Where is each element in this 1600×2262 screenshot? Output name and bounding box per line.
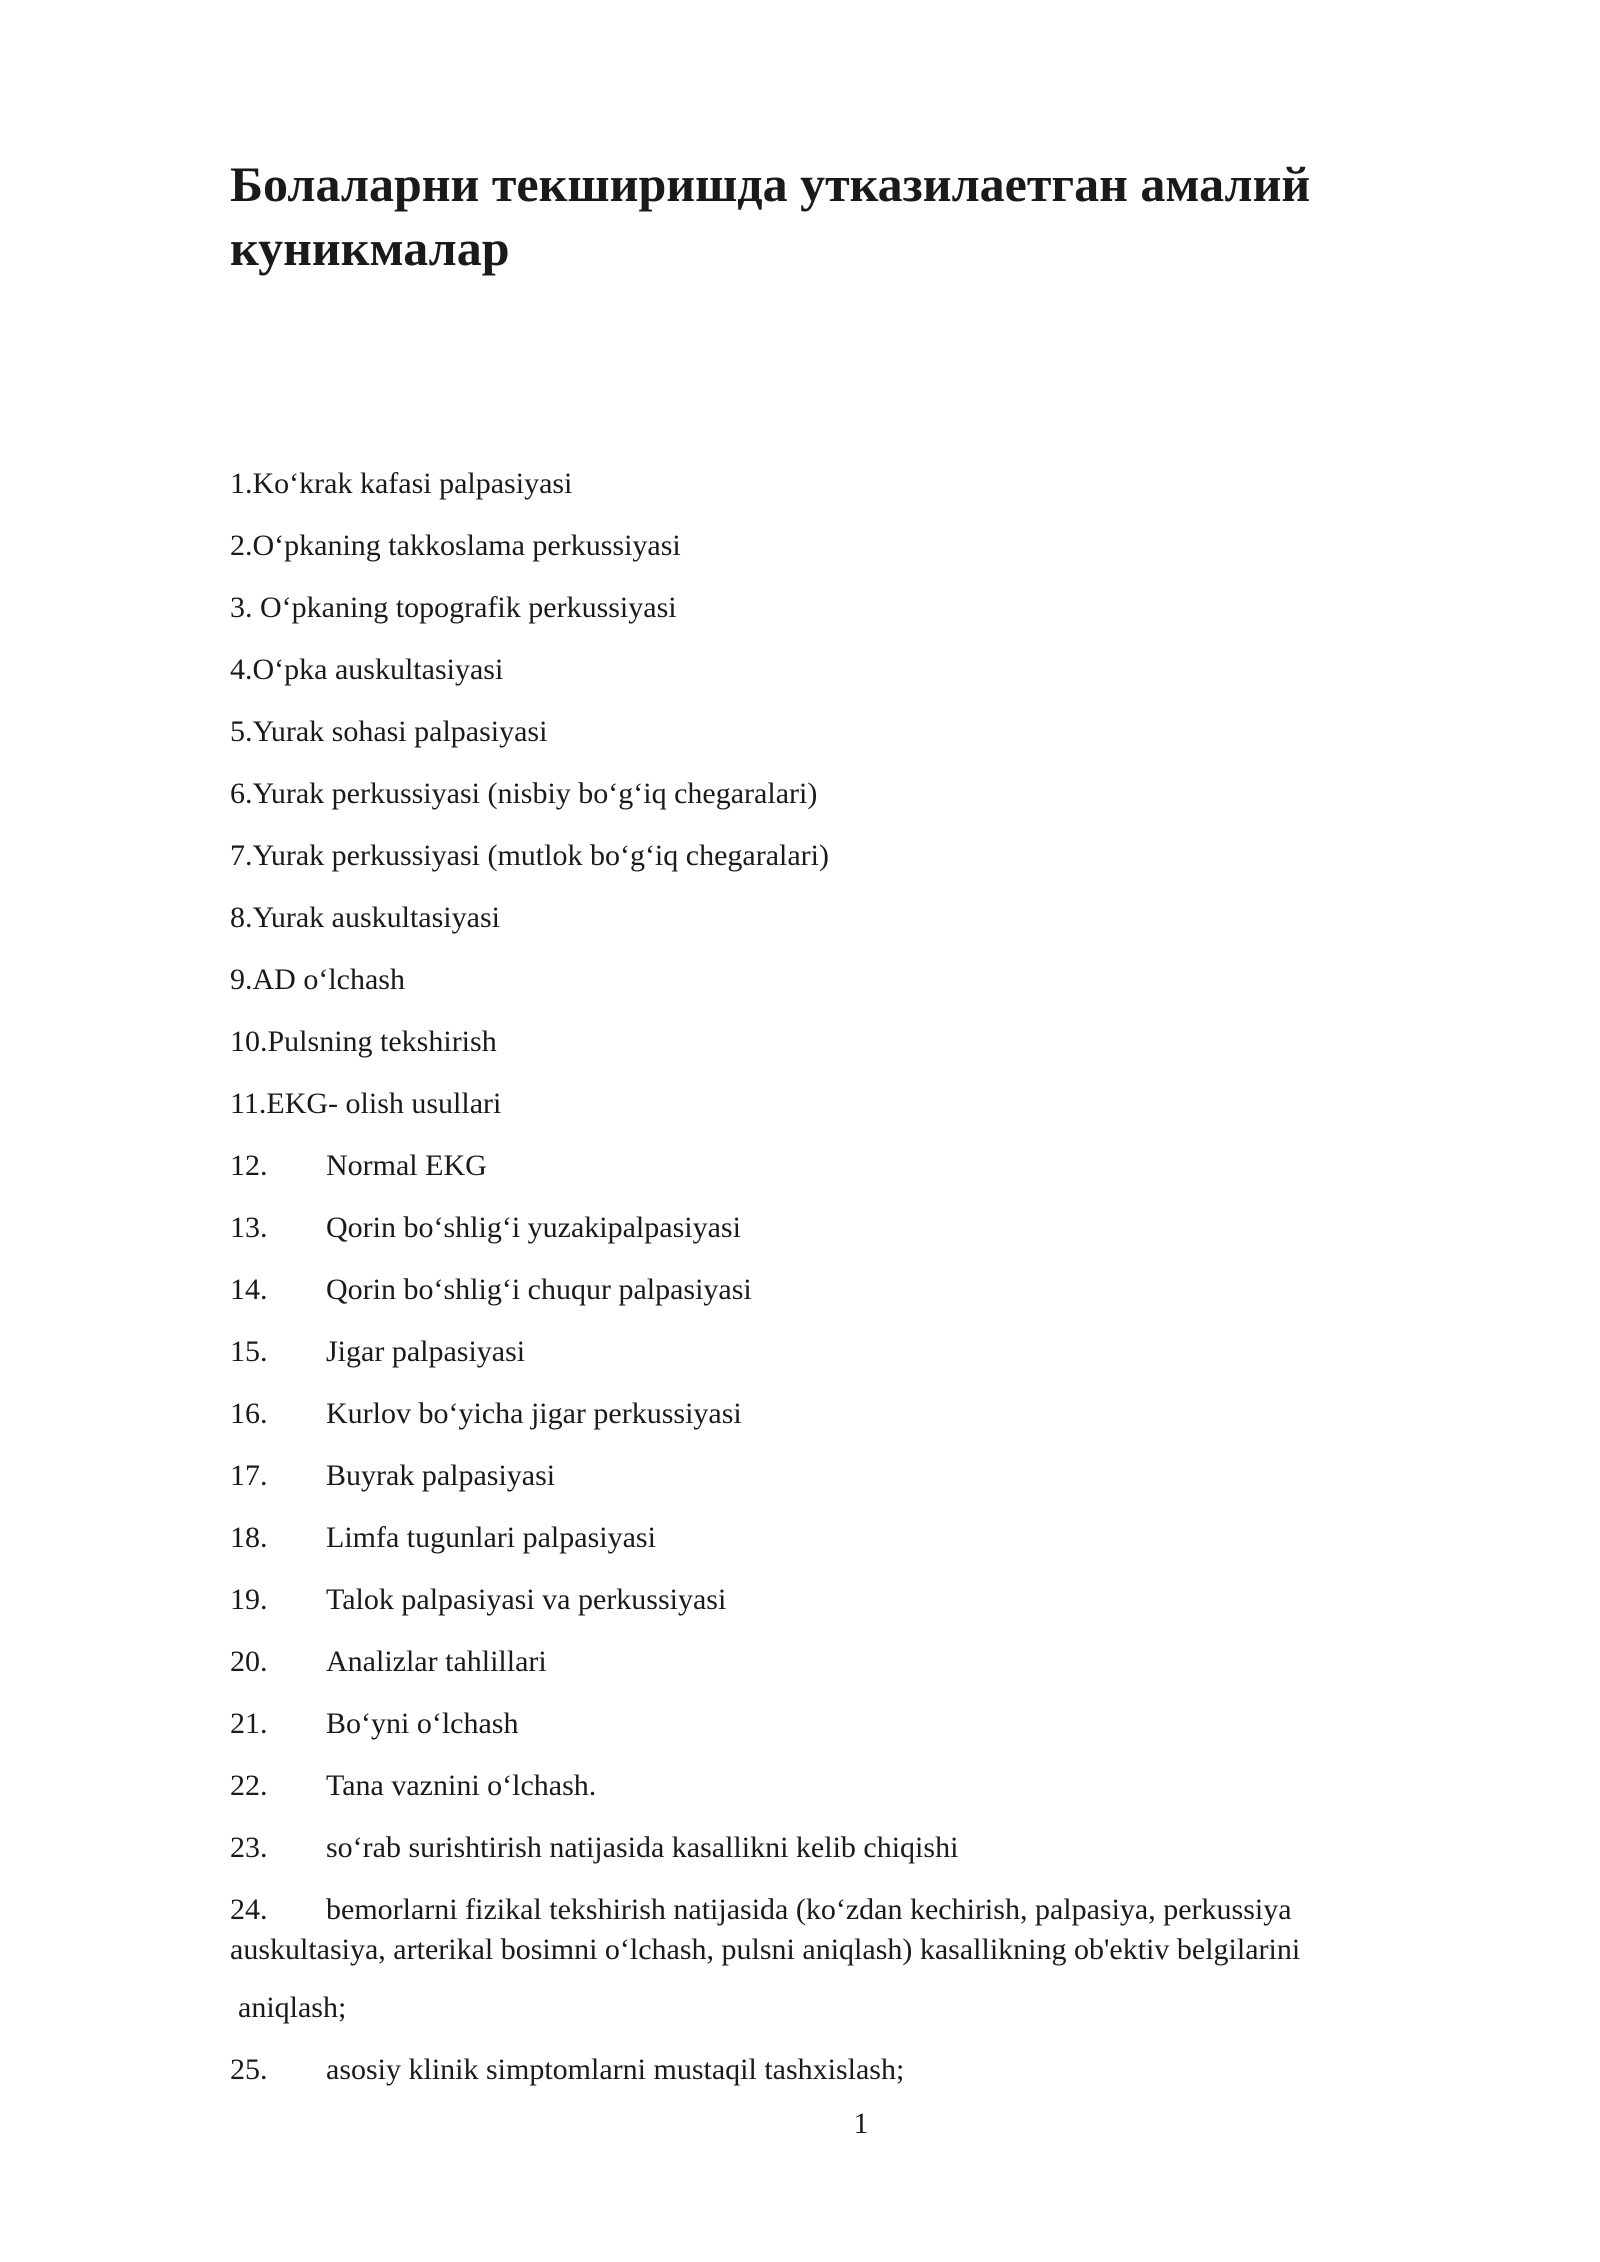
list-item [230, 650, 1410, 712]
list-item [230, 1642, 1410, 1704]
item-text: Yurak perkussiyasi (mutlok bo‘g‘iq chegaralari) [252, 839, 829, 872]
item-text: Yurak sohasi palpasiyasi [252, 715, 548, 748]
page-number: 1 [853, 2107, 869, 2140]
item-number: 4. [230, 653, 253, 686]
item-text: Yurak auskultasiyasi [252, 901, 500, 934]
item-number: 1. [230, 467, 253, 500]
item-number: 5. [230, 715, 253, 748]
item-text: Analizlar tahlillari [326, 1645, 547, 1678]
item-number: 14. [230, 1273, 268, 1306]
document-title: Болаларни текширишда утказилаетган амалий куникмалар [230, 156, 1311, 276]
item-text: bemorlarni fizikal tekshirish natijasida (ko‘zdan kechirish, palpasiya, perkussiya auskultasiya, arterikal bosimni o‘lchash, pulsni aniqlash) kasallikning ob'ektiv belgilarini [230, 1893, 1301, 1966]
list-item [230, 1022, 1410, 1084]
item-number: 22. [230, 1769, 268, 1802]
list-item [230, 1146, 1410, 1208]
list-item [230, 526, 1410, 588]
item-number: 2. [230, 529, 253, 562]
item-text: EKG- olish usullari [266, 1087, 502, 1120]
item-text: AD o‘lchash [252, 963, 405, 996]
item-number: 17. [230, 1459, 268, 1492]
item-text: Qorin bo‘shlig‘i yuzakipalpasiyasi [326, 1211, 741, 1244]
item-number: 19. [230, 1583, 268, 1616]
item-text: Qorin bo‘shlig‘i chuqur palpasiyasi [326, 1273, 752, 1306]
item-number: 10. [230, 1025, 268, 1058]
item-number: 20. [230, 1645, 268, 1678]
item-text: O‘pka auskultasiyasi [252, 653, 504, 686]
list-item-continuation [230, 1988, 1410, 2050]
item-number: 25. [230, 2053, 268, 2086]
list-item [230, 2050, 1410, 2112]
item-text: Bo‘yni o‘lchash [326, 1707, 519, 1740]
skills-list [230, 464, 1410, 2112]
item-number: 16. [230, 1397, 268, 1430]
list-item [230, 464, 1410, 526]
item-number: 21. [230, 1707, 268, 1740]
item-text: O‘pkaning topografik perkussiyasi [260, 591, 677, 624]
list-item [230, 1208, 1410, 1270]
item-text: O‘pkaning takkoslama perkussiyasi [252, 529, 681, 562]
list-item [230, 712, 1410, 774]
item-number: 13. [230, 1211, 268, 1244]
item-number: 3. [230, 591, 260, 624]
item-text: Limfa tugunlari palpasiyasi [326, 1521, 656, 1554]
item-text: aniqlash; [238, 1991, 347, 2024]
list-item [230, 1456, 1410, 1518]
item-text: Jigar palpasiyasi [326, 1335, 526, 1368]
list-item [230, 1084, 1410, 1146]
item-text: Tana vaznini o‘lchash. [326, 1769, 597, 1802]
list-item [230, 1332, 1410, 1394]
item-number: 12. [230, 1149, 268, 1182]
list-item [230, 1890, 1410, 1970]
item-number: 15. [230, 1335, 268, 1368]
item-number: 24. [230, 1893, 268, 1926]
item-text: asosiy klinik simptomlarni mustaqil tashxislash; [326, 2053, 905, 2086]
item-number: 9. [230, 963, 253, 996]
item-text: Yurak perkussiyasi (nisbiy bo‘g‘iq chegaralari) [252, 777, 818, 810]
item-text: Talok palpasiyasi va perkussiyasi [326, 1583, 727, 1616]
item-number: 23. [230, 1831, 268, 1864]
item-number: 11. [230, 1087, 267, 1120]
list-item [230, 588, 1410, 650]
item-text: Normal EKG [326, 1149, 487, 1182]
item-text: Buyrak palpasiyasi [326, 1459, 556, 1492]
list-item [230, 1394, 1410, 1456]
list-item [230, 1270, 1410, 1332]
item-text: so‘rab surishtirish natijasida kasallikni kelib chiqishi [326, 1831, 959, 1864]
item-number: 8. [230, 901, 253, 934]
list-item [230, 774, 1410, 836]
list-item [230, 1766, 1410, 1828]
list-item [230, 836, 1410, 898]
list-item [230, 898, 1410, 960]
item-text: Ko‘krak kafasi palpasiyasi [252, 467, 573, 500]
item-text: Kurlov bo‘yicha jigar perkussiyasi [326, 1397, 742, 1430]
list-item [230, 1580, 1410, 1642]
item-number: 6. [230, 777, 253, 810]
item-number: 7. [230, 839, 253, 872]
list-item [230, 1518, 1410, 1580]
item-number: 18. [230, 1521, 268, 1554]
list-item [230, 1704, 1410, 1766]
item-text: Pulsning tekshirish [267, 1025, 497, 1058]
list-item [230, 960, 1410, 1022]
list-item [230, 1828, 1410, 1890]
